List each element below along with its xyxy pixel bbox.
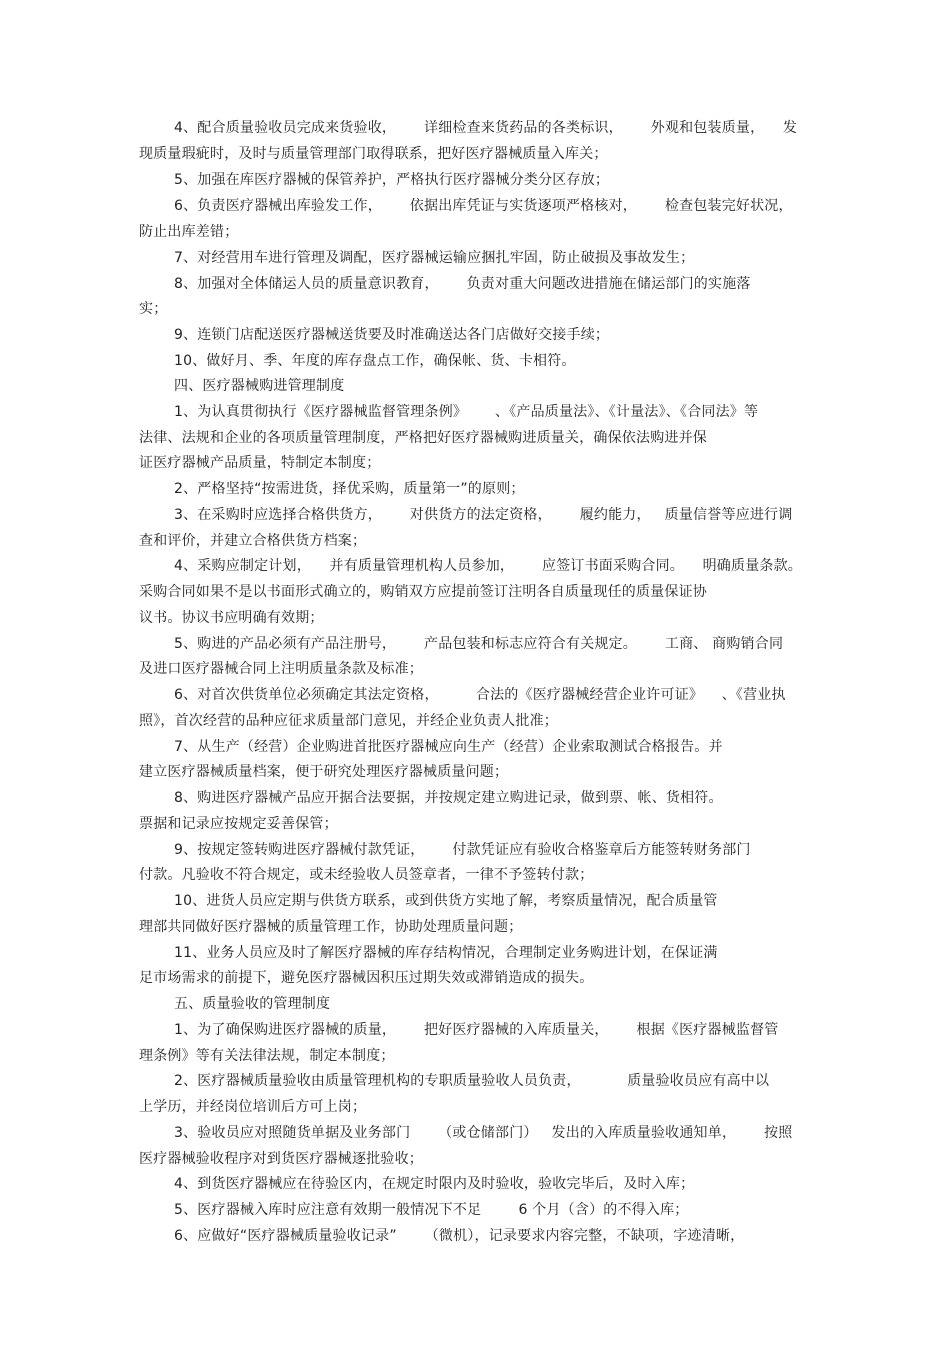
paragraph-continuation-line: 现质量瑕疵时，及时与质量管理部门取得联系，把好医疗器械质量入库关； (139, 146, 608, 162)
paragraph-continuation-line: 建立医疗器械质量档案，便于研究处理医疗器械质量问题； (139, 764, 509, 780)
paragraph-line: 2、严格坚持“按需进货，择优采购，质量第一”的原则； (174, 481, 525, 497)
paragraph-continuation-line: 理部共同做好医疗器械的质量管理工作，协助处理质量问题； (139, 919, 523, 935)
paragraph-continuation-line: 采购合同如果不是以书面形式确立的，购销双方应提前签订注明各自质量现任的质量保证协 (139, 584, 707, 600)
paragraph-line: 10、做好月、季、年度的库存盘点工作，确保帐、货、卡相符。 (174, 353, 576, 369)
paragraph-line: 1、为了确保购进医疗器械的质量， 把好医疗器械的入库质量关， 根据《医疗器械监督管 (174, 1022, 779, 1038)
paragraph-line: 10、进货人员应定期与供货方联系，或到供货方实地了解，考察质量情况，配合质量管 (174, 893, 718, 909)
paragraph-line: 2、医疗器械质量验收由质量管理机构的专职质量验收人员负责， 质量验收员应有高中以 (174, 1073, 770, 1089)
paragraph-line: 6、负责医疗器械出库验发工作， 依据出库凭证与实货逐项严格核对， 检查包装完好状况， (174, 198, 793, 214)
paragraph-line: 5、加强在库医疗器械的保管养护，严格执行医疗器械分类分区存放； (174, 172, 610, 188)
paragraph-line: 11、业务人员应及时了解医疗器械的库存结构情况，合理制定业务购进计划，在保证满 (174, 945, 718, 961)
paragraph-continuation-line: 议书。协议书应明确有效期； (139, 610, 324, 626)
paragraph-line: 6、应做好“医疗器械质量验收记录” （微机），记录要求内容完整，不缺项，字迹清晰， (174, 1228, 745, 1244)
paragraph-line: 6、对首次供货单位必须确定其法定资格， 合法的《医疗器械经营企业许可证》 、《营业执 (174, 687, 786, 703)
paragraph-line: 9、按规定签转购进医疗器械付款凭证， 付款凭证应有验收合格鉴章后方能签转财务部门 (174, 842, 751, 858)
paragraph-line: 4、到货医疗器械应在待验区内，在规定时限内及时验收，验收完毕后，及时入库； (174, 1176, 695, 1192)
paragraph-line: 五、质量验收的管理制度 (174, 996, 331, 1012)
paragraph-continuation-line: 查和评价，并建立合格供货方档案； (139, 533, 367, 549)
paragraph-continuation-line: 证医疗器械产品质量，特制定本制度； (139, 455, 381, 471)
paragraph-continuation-line: 足市场需求的前提下，避免医疗器械因积压过期失效或滞销造成的损失。 (139, 970, 594, 986)
paragraph-line: 3、验收员应对照随货单据及业务部门 （或仓储部门） 发出的入库质量验收通知单， 按照 (174, 1125, 793, 1141)
paragraph-continuation-line: 实； (139, 301, 168, 317)
paragraph-continuation-line: 医疗器械验收程序对到货医疗器械逐批验收； (139, 1151, 423, 1167)
paragraph-line: 9、连锁门店配送医疗器械送货要及时准确送达各门店做好交接手续； (174, 327, 610, 343)
paragraph-line: 四、医疗器械购进管理制度 (174, 378, 345, 394)
paragraph-line: 3、在采购时应选择合格供货方， 对供货方的法定资格， 履约能力， 质量信誉等应进行调 (174, 507, 793, 523)
paragraph-line: 7、从生产（经营）企业购进首批医疗器械应向生产（经营）企业索取测试合格报告。并 (174, 739, 723, 755)
paragraph-continuation-line: 理条例》等有关法律法规，制定本制度； (139, 1048, 395, 1064)
paragraph-continuation-line: 防止出库差错； (139, 224, 239, 240)
paragraph-line: 4、采购应制定计划， 并有质量管理机构人员参加， 应签订书面采购合同。 明确质量条款。 (174, 558, 803, 574)
paragraph-line: 8、购进医疗器械产品应开据合法要据，并按规定建立购进记录，做到票、帐、货相符。 (174, 790, 723, 806)
paragraph-line: 8、加强对全体储运人员的质量意识教育， 负责对重大问题改进措施在储运部门的实施落 (174, 276, 751, 292)
paragraph-continuation-line: 付款。凡验收不符合规定，或未经验收人员签章者，一律不予签转付款； (139, 867, 594, 883)
paragraph-continuation-line: 票据和记录应按规定妥善保管； (139, 816, 338, 832)
paragraph-continuation-line: 法律、法规和企业的各项质量管理制度，严格把好医疗器械购进质量关，确保依法购进并保 (139, 430, 707, 446)
paragraph-line: 5、医疗器械入库时应注意有效期一般情况下不足 6 个月（含）的不得入库； (174, 1202, 689, 1218)
paragraph-continuation-line: 上学历，并经岗位培训后方可上岗； (139, 1099, 367, 1115)
paragraph-line: 1、为认真贯彻执行《医疗器械监督管理条例》 、《产品质量法》、《计量法》、《合同法》等 (174, 404, 759, 420)
paragraph-continuation-line: 照》，首次经营的品种应征求质量部门意见，并经企业负责人批准； (139, 713, 558, 729)
paragraph-line: 4、配合质量验收员完成来货验收， 详细检查来货药品的各类标识， 外观和包装质量， 发 (174, 120, 798, 136)
paragraph-continuation-line: 及进口医疗器械合同上注明质量条款及标准； (139, 661, 423, 677)
paragraph-line: 5、购进的产品必须有产品注册号， 产品包装和标志应符合有关规定。 工商、 商购销合同 (174, 636, 784, 652)
paragraph-line: 7、对经营用车进行管理及调配，医疗器械运输应捆扎牢固，防止破损及事故发生； (174, 250, 695, 266)
